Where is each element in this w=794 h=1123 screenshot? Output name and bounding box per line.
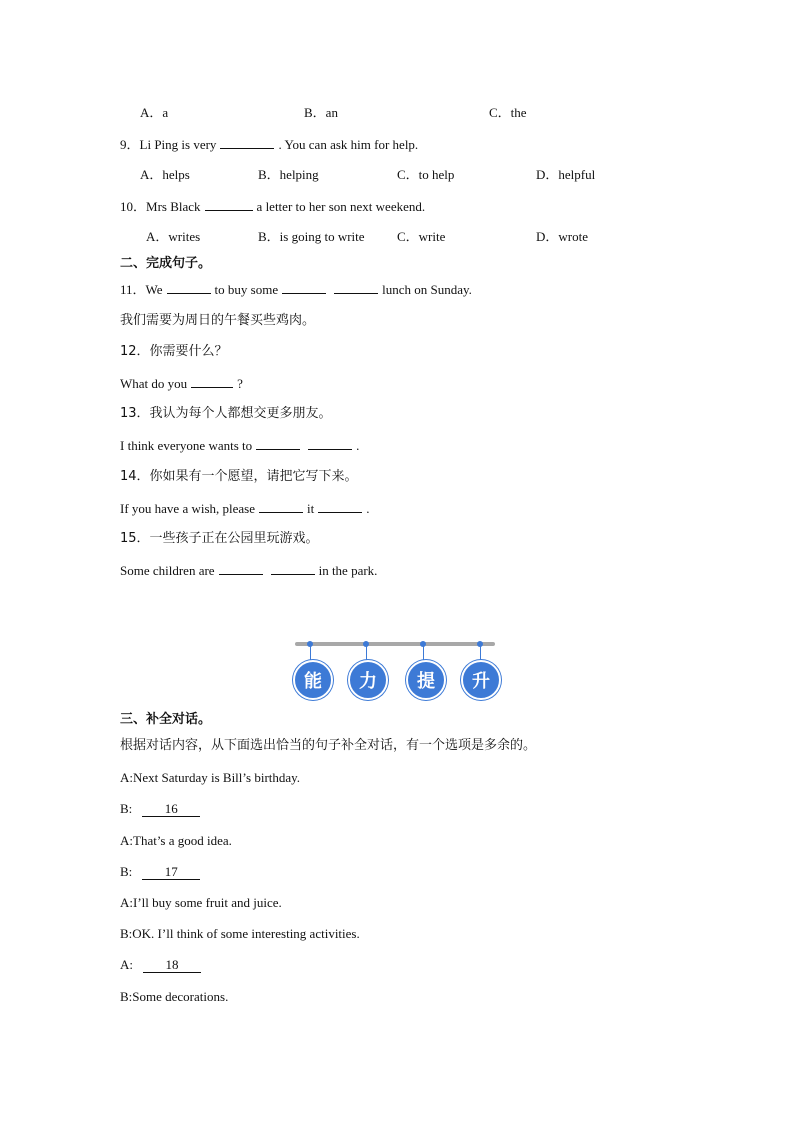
q9-text-after: . You can ask him for help. (278, 137, 419, 152)
q8-option-a: A．a (140, 105, 169, 120)
q15-text-b: in the park. (318, 563, 378, 578)
dialogue-line: B:Some decorations. (120, 989, 229, 1004)
q9-option-a: A．helps (140, 167, 190, 182)
q12-english (120, 375, 243, 392)
section3-instruction: 根据对话内容，从下面选出恰当的句子补全对话，有一个选项是多余的。 (120, 738, 537, 753)
dialogue-line: A:Next Saturday is Bill’s birthday. (120, 770, 301, 785)
banner-bar (295, 642, 495, 646)
q9-option-b: B．helping (258, 167, 319, 182)
q13-text-a: I think everyone wants to (120, 438, 253, 453)
dialogue-blank-16: 16 (142, 802, 200, 817)
q15-blank-1 (219, 562, 263, 575)
q12-blank (191, 375, 233, 388)
q9-number: 9． (120, 137, 140, 152)
q10-stem (120, 198, 425, 215)
q9-option-d: D．helpful (536, 167, 596, 182)
badge-char-1: 能 (293, 660, 333, 700)
q13-blank-2 (308, 437, 352, 450)
banner-stem (310, 644, 311, 660)
q14-blank-2 (318, 500, 362, 513)
dialogue-blank-line (120, 801, 200, 817)
q11-blank-3 (334, 281, 378, 294)
q15-blank-2 (271, 562, 315, 575)
q13-blank-1 (256, 437, 300, 450)
q9-text-before: Li Ping is very (139, 137, 217, 152)
ability-improvement-banner (293, 640, 503, 696)
q11-english (120, 281, 472, 298)
q10-option-b: B．is going to write (258, 229, 365, 244)
q10-option-c: C．write (397, 229, 446, 244)
q10-blank (205, 198, 253, 211)
dialogue-speaker: B: (120, 864, 133, 879)
q13-english (120, 437, 359, 454)
q14-english (120, 500, 370, 517)
q12-text-a: What do you (120, 376, 188, 391)
q15-chinese: 15．一些孩子正在公园里玩游戏。 (120, 531, 319, 546)
dialogue-speaker: B: (120, 801, 133, 816)
q10-number: 10． (120, 199, 147, 214)
dialogue-blank-line (120, 864, 200, 880)
q11-chinese: 我们需要为周日的午餐买些鸡肉。 (120, 313, 316, 328)
q11-blank-2 (282, 281, 326, 294)
q10-text-before: Mrs Black (146, 199, 201, 214)
badge-char-4: 升 (461, 660, 501, 700)
banner-stem (423, 644, 424, 660)
section3-title: 三、补全对话。 (120, 712, 212, 727)
q9-blank (220, 136, 274, 149)
q12-text-b: ? (237, 376, 243, 391)
q14-text-a: If you have a wish, please (120, 501, 256, 516)
dialogue-blank-17: 17 (142, 865, 200, 880)
q11-text-b: to buy some (214, 282, 279, 297)
section2-title: 二、完成句子。 (120, 256, 212, 271)
q11-blank-1 (167, 281, 211, 294)
dialogue-blank-18: 18 (143, 958, 201, 973)
badge-char-3: 提 (406, 660, 446, 700)
q10-text-after: a letter to her son next weekend. (256, 199, 426, 214)
q13-text-b: . (356, 438, 360, 453)
q14-blank-1 (259, 500, 303, 513)
dialogue-speaker: A: (120, 957, 133, 972)
q10-option-d: D．wrote (536, 229, 588, 244)
banner-stem (366, 644, 367, 660)
q12-chinese: 12．你需要什么？ (120, 344, 228, 359)
q8-option-b: B．an (304, 105, 338, 120)
dialogue-line: A:That’s a good idea. (120, 833, 232, 848)
dialogue-line: A:I’ll buy some fruit and juice. (120, 895, 282, 910)
q9-option-c: C．to help (397, 167, 455, 182)
q8-option-c: C．the (489, 105, 527, 120)
banner-stem (480, 644, 481, 660)
q11-text-c: lunch on Sunday. (382, 282, 472, 297)
q13-chinese: 13．我认为每个人都想交更多朋友。 (120, 406, 332, 421)
dialogue-line: B:OK. I’ll think of some interesting activities. (120, 926, 360, 941)
q14-text-b: it (307, 501, 315, 516)
q15-text-a: Some children are (120, 563, 215, 578)
q14-text-c: . (366, 501, 370, 516)
q14-chinese: 14．你如果有一个愿望，请把它写下来。 (120, 469, 358, 484)
q11-text-a: 11．We (120, 282, 163, 297)
q15-english (120, 562, 377, 579)
badge-char-2: 力 (348, 660, 388, 700)
q9-stem (120, 136, 418, 153)
q10-option-a: A．writes (146, 229, 201, 244)
dialogue-blank-line (120, 957, 201, 973)
